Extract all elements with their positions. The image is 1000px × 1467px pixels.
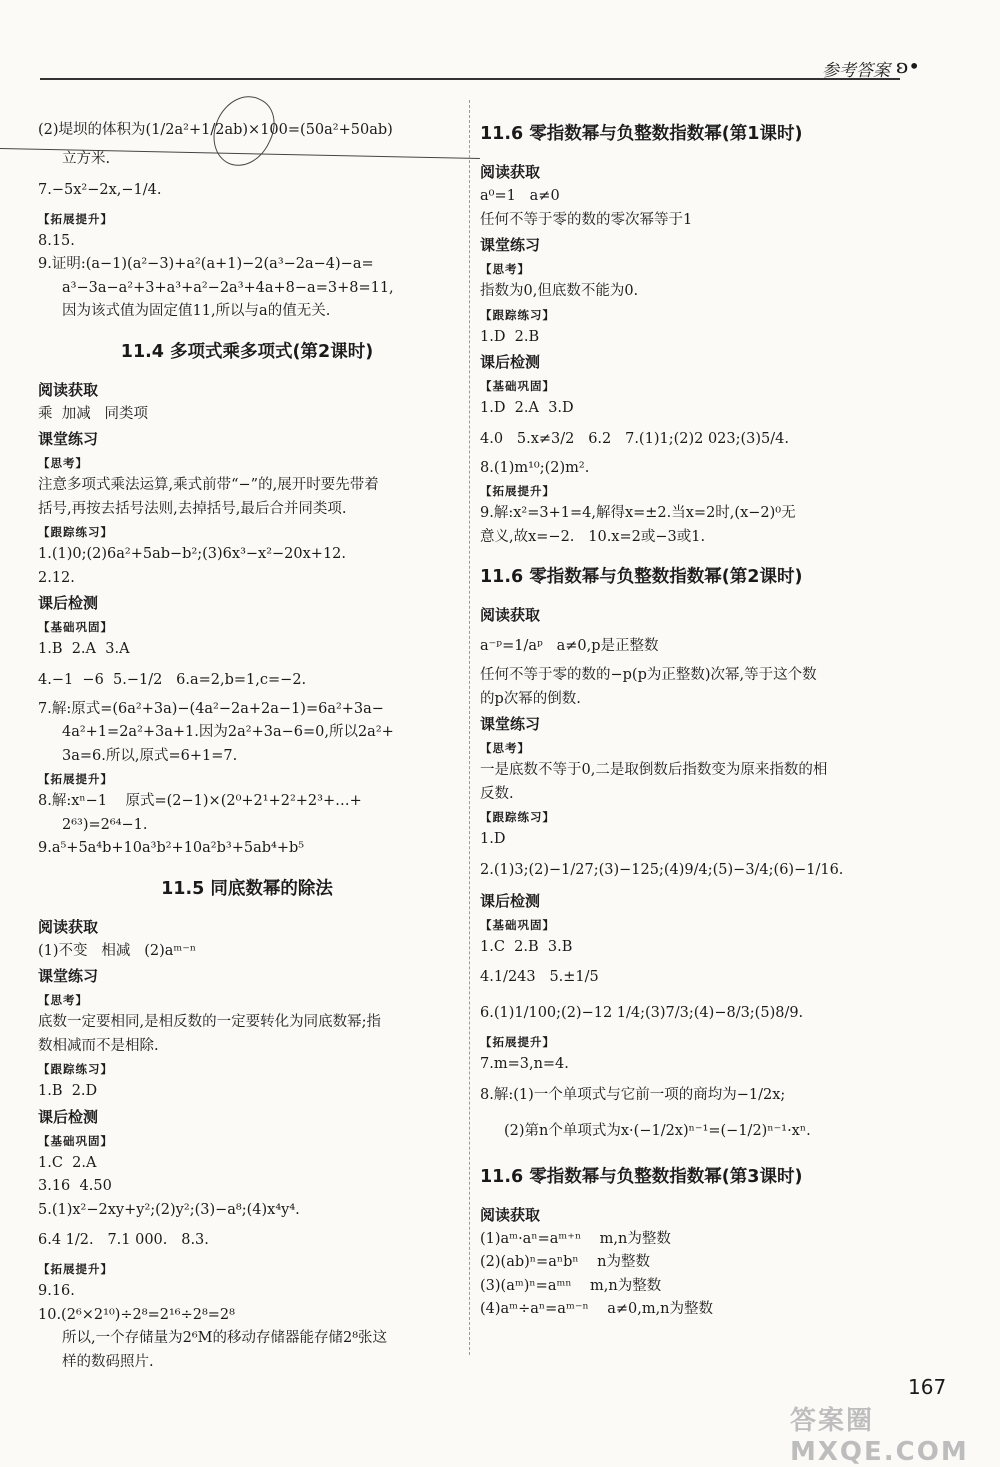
subheading: 课后检测 (480, 353, 541, 371)
header-title: 参考答案 (822, 61, 890, 81)
answer-line: 8.15. (38, 232, 75, 249)
answer-line: (2)堤坝的体积为(1/2a²+1/2ab)×100=(50a²+50ab) (38, 122, 393, 138)
answer-line: 乘 加减 同类项 (38, 405, 149, 422)
answer-line: 反数. (480, 785, 514, 802)
answer-line: 一是底数不等于0,二是取倒数后指数变为原来指数的相 (480, 762, 828, 778)
subheading: 课堂练习 (480, 236, 541, 254)
answer-line: 9.证明:(a−1)(a²−3)+a²(a+1)−2(a³−2a−4)−a= (38, 256, 374, 272)
answer-line: 7.解:原式=(6a²+3a)−(4a²−2a+2a−1)=6a²+3a− (38, 700, 384, 717)
answer-line: 2⁶³)=2⁶⁴−1. (62, 816, 148, 833)
answer-line: 7.m=3,n=4. (480, 1056, 569, 1072)
tag-extension: 【拓展提升】 (38, 772, 113, 786)
answer-line: (2)第n个单项式为x·(−1/2x)ⁿ⁻¹=(−1/2)ⁿ⁻¹·xⁿ. (504, 1122, 811, 1139)
answer-line: 1.B 2.D (38, 1083, 98, 1099)
section-title: 11.4 多项式乘多项式(第2课时) (120, 341, 374, 362)
tag-basic: 【基础巩固】 (38, 620, 113, 634)
subheading: 课堂练习 (38, 967, 99, 985)
answer-line: 底数一定要相同,是相反数的一定要转化为同底数幂;指 (38, 1014, 381, 1030)
answer-line: 6.(1)1/100;(2)−12 1/4;(3)7/3;(4)−8/3;(5)8/9. (480, 1005, 804, 1021)
answer-line: 的p次幂的倒数. (480, 690, 581, 707)
subheading: 课后检测 (38, 594, 99, 612)
section-title: 11.6 零指数幂与负整数指数幂(第3课时) (480, 1166, 803, 1187)
answer-line: 7.−5x²−2x,−1/4. (38, 181, 162, 198)
answer-line: 4a²+1=2a²+3a+1.因为2a²+3a−6=0,所以2a²+ (62, 724, 394, 740)
tag-extension: 【拓展提升】 (38, 1262, 113, 1276)
tag-track: 【跟踪练习】 (480, 307, 555, 322)
answer-line: a⁰=1 a≠0 (480, 188, 560, 204)
subheading: 阅读获取 (480, 606, 541, 624)
subheading: 课堂练习 (38, 430, 99, 448)
answer-line: 1.B 2.A 3.A (38, 641, 130, 657)
left-column (38, 112, 456, 1374)
answer-line: 立方米. (62, 151, 111, 167)
answer-line: 所以,一个存储量为2⁶M的移动存储器能存储2⁸张这 (62, 1330, 388, 1346)
tag-basic: 【基础巩固】 (480, 917, 555, 932)
answer-line: 任何不等于零的数的−p(p为正整数)次幂,等于这个数 (480, 667, 817, 683)
answer-line: 指数为0,但底数不能为0. (480, 283, 639, 299)
answer-line: 9.a⁵+5a⁴b+10a³b²+10a²b³+5ab⁴+b⁵ (38, 840, 305, 856)
answer-line: (3)(aᵐ)ⁿ=aᵐⁿ m,n为整数 (480, 1277, 662, 1294)
answer-line: 8.解:(1)一个单项式与它前一项的商均为−1/2x; (480, 1086, 786, 1103)
tag-think: 【思考】 (480, 262, 530, 276)
tag-track: 【跟踪练习】 (480, 810, 555, 824)
page-header (0, 0, 1000, 100)
answer-line: 10.(2⁶×2¹⁰)÷2⁸=2¹⁶÷2⁸=2⁸ (38, 1306, 235, 1323)
tag-think: 【思考】 (38, 993, 88, 1007)
answer-line: 注意多项式乘法运算,乘式前带“−”的,展开时要先带着 (38, 477, 379, 493)
answer-line: 4.−1 −6 5.−1/2 6.a=2,b=1,c=−2. (38, 671, 307, 688)
tag-think: 【思考】 (38, 456, 88, 470)
answer-line: 1.C 2.A (38, 1154, 97, 1171)
subheading: 阅读获取 (38, 380, 99, 399)
subheading: 阅读获取 (480, 1205, 541, 1224)
answer-line: 1.C 2.B 3.B (480, 938, 573, 955)
right-column (480, 112, 950, 1322)
answer-line: a⁻ᵖ=1/aᵖ a≠0,p是正整数 (480, 638, 659, 654)
swirl-icon: ʚ• (895, 54, 920, 78)
watermark: 答案圈 MXQE.COM (790, 1406, 969, 1467)
tag-basic: 【基础巩固】 (38, 1133, 113, 1148)
answer-line: 5.(1)x²−2xy+y²;(2)y²;(3)−a⁸;(4)x⁴y⁴. (38, 1201, 300, 1218)
section-title: 11.6 零指数幂与负整数指数幂(第2课时) (480, 567, 803, 587)
subheading: 课后检测 (480, 891, 541, 910)
answer-line: 数相减而不是相除. (38, 1037, 159, 1054)
answer-line: 样的数码照片. (62, 1353, 154, 1370)
tag-extension: 【拓展提升】 (480, 484, 555, 498)
answer-line: 8.解:xⁿ−1 原式=(2−1)×(2⁰+2¹+2²+2³+…+ (38, 793, 362, 809)
answer-line: 3.16 4.50 (38, 1178, 112, 1194)
answer-line: 任何不等于零的数的零次幂等于1 (480, 211, 693, 228)
tag-think: 【思考】 (480, 741, 530, 755)
column-divider (469, 100, 470, 1355)
answer-line: 3a=6.所以,原式=6+1=7. (62, 747, 238, 764)
answer-line: 9.16. (38, 1283, 75, 1299)
subheading: 阅读获取 (38, 917, 99, 936)
answer-line: a³−3a−a²+3+a³+a²−2a³+4a+8−a=3+8=11, (62, 279, 394, 296)
tag-track: 【跟踪练习】 (38, 525, 113, 539)
answer-line: 1.D 2.A 3.D (480, 400, 574, 416)
answer-line: 4.0 5.x≠3/2 6.2 7.(1)1;(2)2 023;(3)5/4. (480, 430, 790, 447)
answer-line: 意义,故x=−2. 10.x=2或−3或1. (480, 528, 706, 545)
answer-line: (4)aᵐ÷aⁿ=aᵐ⁻ⁿ a≠0,m,n为整数 (480, 1301, 714, 1317)
tag-basic: 【基础巩固】 (480, 379, 555, 393)
subheading: 课后检测 (38, 1107, 99, 1126)
subheading: 阅读获取 (480, 163, 541, 181)
section-title: 11.6 零指数幂与负整数指数幂(第1课时) (480, 124, 803, 144)
section-title: 11.5 同底数幂的除法 (161, 878, 333, 899)
answer-line: 2.12. (38, 569, 75, 586)
answer-line: 因为该式值为固定值11,所以与a的值无关. (62, 303, 331, 319)
answer-line: 2.(1)3;(2)−1/27;(3)−125;(4)9/4;(5)−3/4;(6)−1/16. (480, 861, 844, 878)
tag-track: 【跟踪练习】 (38, 1062, 113, 1076)
header-rule (40, 78, 900, 80)
answer-line: 4.1/243 5.±1/5 (480, 969, 599, 985)
answer-line: 9.解:x²=3+1=4,解得x=±2.当x=2时,(x−2)⁰无 (480, 505, 796, 521)
answer-line: 8.(1)m¹⁰;(2)m². (480, 459, 590, 476)
answer-line: (1)不变 相减 (2)aᵐ⁻ⁿ (38, 942, 197, 959)
subheading: 课堂练习 (480, 715, 541, 733)
answer-line: 括号,再按去括号法则,去掉括号,最后合并同类项. (38, 500, 347, 517)
answer-line: (1)aᵐ·aⁿ=aᵐ⁺ⁿ m,n为整数 (480, 1230, 671, 1247)
answer-line: 6.4 1/2. 7.1 000. 8.3. (38, 1232, 209, 1248)
answer-line: 1.D 2.B (480, 328, 540, 345)
answer-line: 1.(1)0;(2)6a²+5ab−b²;(3)6x³−x²−20x+12. (38, 546, 347, 562)
answer-line: (2)(ab)ⁿ=aⁿbⁿ n为整数 (480, 1254, 650, 1270)
page-number: 167 (908, 1375, 947, 1399)
answer-line: 1.D (480, 831, 506, 847)
tag-extension: 【拓展提升】 (38, 211, 113, 226)
tag-extension: 【拓展提升】 (480, 1035, 555, 1049)
